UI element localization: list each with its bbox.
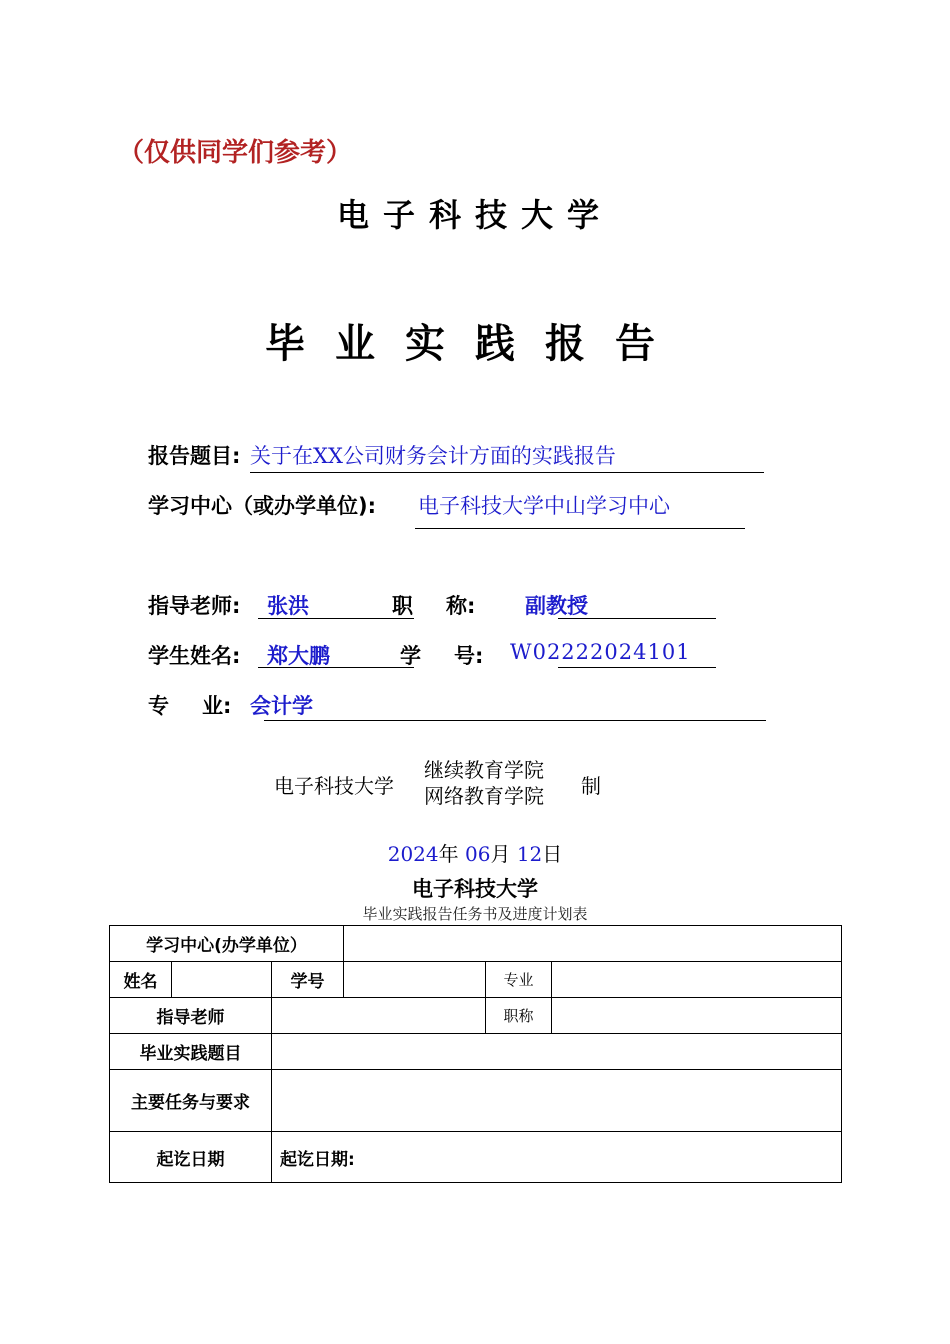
period-cell-label: 起讫日期 xyxy=(110,1132,272,1183)
rank-label-part2: 称: xyxy=(446,594,476,618)
made-by-college-1: 继续教育学院 xyxy=(424,758,544,782)
id-label-part1: 学 xyxy=(400,644,421,668)
made-by-suffix: 制 xyxy=(581,774,601,798)
table-row xyxy=(110,998,842,1034)
task-plan-table xyxy=(109,925,842,1183)
center-value: 电子科技大学中山学习中心 xyxy=(418,494,670,518)
advisor-underline xyxy=(258,618,414,619)
date-year-unit: 年 xyxy=(438,842,459,866)
center-cell-value[interactable] xyxy=(344,926,842,962)
id-cell-value[interactable] xyxy=(344,962,486,998)
rank-cell-label: 职称 xyxy=(486,998,552,1034)
topic-underline xyxy=(250,472,764,473)
rank-label-part1: 职 xyxy=(392,594,413,618)
name-cell-value[interactable] xyxy=(172,962,272,998)
reference-note: （仅供同学们参考） xyxy=(118,138,353,168)
id-label-part2: 号: xyxy=(454,644,484,668)
advisor-cell-label: 指导老师 xyxy=(110,998,272,1034)
rank-value: 副教授 xyxy=(525,594,588,618)
table-row xyxy=(110,1132,842,1183)
major-cell-label: 专业 xyxy=(486,962,552,998)
date-day-unit: 日 xyxy=(542,842,563,866)
student-value: 郑大鹏 xyxy=(267,644,330,668)
table-row xyxy=(110,926,842,962)
topic-cell-value[interactable] xyxy=(272,1034,842,1070)
major-cell-value[interactable] xyxy=(552,962,842,998)
advisor-cell-value[interactable] xyxy=(272,998,486,1034)
table-university: 电子科技大学 xyxy=(412,877,538,901)
topic-value: 关于在XX公司财务会计方面的实践报告 xyxy=(250,444,616,468)
made-by-college-2: 网络教育学院 xyxy=(424,784,544,808)
made-by-university: 电子科技大学 xyxy=(274,774,394,798)
table-row xyxy=(110,1070,842,1132)
center-cell-label: 学习中心(办学单位） xyxy=(110,926,344,962)
date-month-unit: 月 xyxy=(490,842,511,866)
advisor-label: 指导老师: xyxy=(148,594,241,618)
report-date xyxy=(0,838,950,867)
id-cell-label: 学号 xyxy=(272,962,344,998)
period-cell-value[interactable]: 起讫日期: xyxy=(272,1132,842,1183)
major-underline xyxy=(264,720,766,721)
center-label: 学习中心（或办学单位): xyxy=(148,494,376,518)
id-value: W02222024101 xyxy=(510,640,691,664)
advisor-value: 张洪 xyxy=(267,594,309,618)
tasks-cell-value[interactable] xyxy=(272,1070,842,1132)
date-year: 2024 xyxy=(387,842,439,866)
topic-label: 报告题目: xyxy=(148,444,241,468)
university-name: 电子科技大学 xyxy=(336,196,613,234)
student-label: 学生姓名: xyxy=(148,644,241,668)
topic-cell-label: 毕业实践题目 xyxy=(110,1034,272,1070)
student-underline xyxy=(258,667,414,668)
table-row xyxy=(110,1034,842,1070)
name-cell-label: 姓名 xyxy=(110,962,172,998)
rank-underline xyxy=(558,618,716,619)
center-underline xyxy=(415,528,745,529)
table-subtitle: 毕业实践报告任务书及进度计划表 xyxy=(362,905,588,923)
report-title: 毕业实践报告 xyxy=(265,320,685,367)
major-value: 会计学 xyxy=(250,694,313,718)
id-underline xyxy=(558,667,716,668)
rank-cell-value[interactable] xyxy=(552,998,842,1034)
table-row xyxy=(110,962,842,998)
date-day: 12 xyxy=(516,842,543,866)
major-label-part2: 业: xyxy=(202,694,232,718)
date-month: 06 xyxy=(465,842,491,866)
major-label-part1: 专 xyxy=(148,694,169,718)
tasks-cell-label: 主要任务与要求 xyxy=(110,1070,272,1132)
